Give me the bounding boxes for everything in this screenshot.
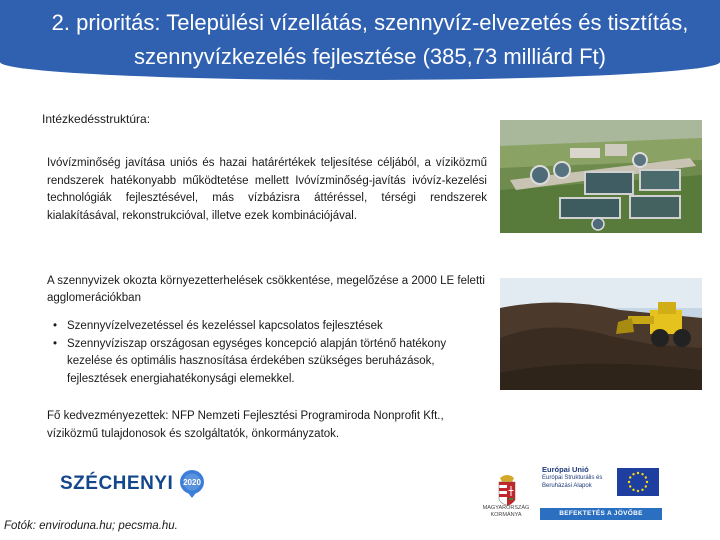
water-treatment-photo	[500, 120, 702, 233]
eu-flag-icon	[617, 468, 659, 496]
structure-heading: Intézkedésstruktúra:	[42, 112, 151, 126]
paragraph-drinking-water: Ivóvízminőség javítása uniós és hazai határértékek teljesítése céljából, a víziközmű rendszerek hatékonyabb működtetése mellett Ivóvízminőség-javítás ivóvíz-kezelési technológiák fejlesztésével, más vízbázisra áttéréssel, térségi rendszerek kialakításával, rekonstrukcióval, illetve ezek kombinációjával.	[47, 157, 487, 222]
list-item	[47, 336, 487, 389]
szechenyi-label: SZÉCHENYI	[60, 473, 174, 494]
list-item-text: Szennyvíziszap országosan egységes koncepció alapján történő hatékony kezelése és optimális hasznosítása érdekében szükséges beruházások, fejlesztések energiahatékonysági elemekkel.	[67, 337, 447, 385]
list-item-text: Szennyvízelvezetéssel és kezeléssel kapcsolatos fejlesztések	[67, 320, 383, 332]
bullet-marker: •	[53, 337, 58, 350]
government-caption: MAGYARORSZÁG KORMÁNYA	[482, 505, 530, 518]
photo-credits: Fotók: enviroduna.hu; pecsma.hu.	[4, 520, 178, 532]
bullet-marker: •	[53, 320, 58, 332]
sludge-loader-photo	[500, 278, 702, 390]
paragraph-wastewater: A szennyvizek okozta környezetterhelések csökkentése, megelőzése a 2000 LE feletti agglomerációkban	[47, 275, 485, 304]
measures-list	[47, 318, 487, 388]
szechenyi-2020-logo	[60, 470, 207, 498]
eu-funds-label: Európai Strukturális és Beruházási Alapok	[542, 475, 603, 489]
page-title: 2. prioritás: Települési vízellátás, szennyvíz-elvezetés és tisztítás, szennyvízkezelés fejlesztése (385,73 milliárd Ft)	[51, 10, 689, 69]
beneficiaries-text: Fő kedvezményezettek: NFP Nemzeti Fejlesztési Programiroda Nonprofit Kft., víziközmű tulajdonosok és szolgáltatók, önkormányzatok.	[47, 410, 444, 440]
eu-funds-text	[542, 466, 610, 490]
location-pin-icon	[177, 469, 207, 499]
list-item	[47, 318, 487, 336]
szechenyi-year: 2020	[183, 478, 202, 487]
eu-slogan: BEFEKTETÉS A JÖVŐBE	[540, 508, 662, 520]
eu-name: Európai Unió	[542, 465, 589, 474]
